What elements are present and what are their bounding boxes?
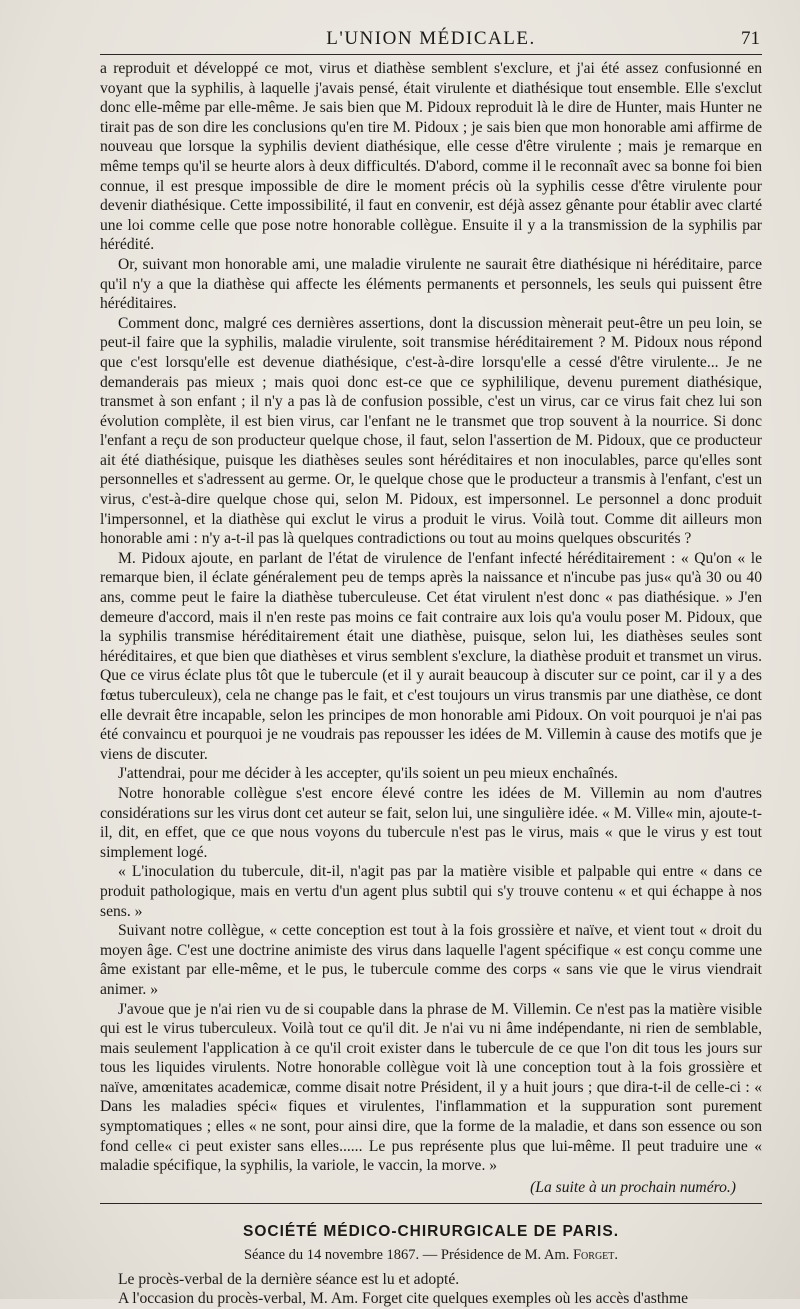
paragraph: A l'occasion du procès-verbal, M. Am. Forget cite quelques exemples où les accès d'asthme <box>118 1290 689 1308</box>
paragraph: Or, suivant mon honorable ami, une maladie virulente ne saurait être diathésique ni héréditaire, parce qu'il n'y a que la diathèse qui affecte les éléments permanents et personnels, les seuls qui puissent être héréditaires. <box>100 255 762 313</box>
paragraph: J'attendrai, pour me décider à les accepter, qu'ils soient un peu mieux enchaînés. <box>118 765 618 783</box>
session-president: Forget <box>572 1247 615 1264</box>
paragraph: Notre honorable collègue s'est encore élevé contre les idées de M. Villemin au nom d'autres considérations sur les virus dont cet auteur se fait, selon lui, une singulière idée. « M. Ville« min, ajoute-t-il, dit, en effet, que ce que nous voyons du tubercule n'est pas le virus, mais « que le virus y est tout simplement logé. <box>100 784 762 861</box>
paragraph: J'avoue que je n'ai rien vu de si coupable dans la phrase de M. Villemin. Ce n'est pas la matière visible qui est le virus tuberculeux. Voilà tout ce qu'il dit. Je n'ai vu ni âme indépendante, ni rien de semblable, mais seulement l'application à ce qu'il croit exister dans le tubercule de ce que l'on dit tous les jours sur tous les liquides virulents. Notre honorable collègue voit là une conception tout à la fois grossière et naïve, amœnitates academicæ, comme disait notre Président, il y a huit jours ; que dira-t-il de celle-ci : « Dans les maladies spéci« fiques et virulentes, l'inflammation et la suppuration sont purement symptomatiques ; elles « ne sont, pour ainsi dire, que la forme de la maladie, et dans son essence ou son fond celle« ci peut exister sans elles...... Le pus représente plus que lui-même. Il peut traduire une « maladie spécifique, la syphilis, la variole, le vaccin, la morve. » <box>100 1000 762 1175</box>
running-head: L'UNION MÉDICALE. <box>326 28 536 49</box>
article-body <box>100 59 762 1309</box>
paragraph: Le procès-verbal de la dernière séance est lu et adopté. <box>118 1270 460 1288</box>
paragraph: « L'inoculation du tubercule, dit-il, n'agit pas par la matière visible et palpable qui entre « dans ce produit pathologique, mais en vertu d'un agent plus subtil qui s'y trouve contenu « et qui échappe à nos sens. » <box>100 863 762 920</box>
page-number: 71 <box>741 28 760 49</box>
session-suffix: . <box>614 1247 619 1264</box>
session-prefix: Séance du 14 novembre 1867. — Présidence de M. Am. <box>243 1247 570 1264</box>
paragraph: Suivant notre collègue, « cette conception est tout à la fois grossière et naïve, et vient tout « droit du moyen âge. C'est une doctrine animiste des virus dans laquelle l'agent spécifique « est conçu comme une âme existant par elle-même, et le pus, le tubercule comme des corps « sans vie que le virus viendrait animer. » <box>100 922 762 998</box>
paragraph: Comment donc, malgré ces dernières assertions, dont la discussion mènerait peut-être un peu loin, se peut-il faire que la syphilis, maladie virulente, soit transmise héréditairement ? M. Pidoux nous répond que c'est lorsqu'elle est devenue diathésique, c'est-à-dire lorsqu'elle a cessé d'être virulente... Je ne demanderais pas mieux ; mais quoi donc est-ce que ce syphililique, devenu purement diathésique, transmet à son enfant ; il n'y a pas là de confusion possible, c'est un virus, car ce virus fait chez lui son évolution complète, il est bien virus, car l'enfant ne le transmet que trop souvent à la nourrice. Si donc l'enfant a reçu de son producteur quelque chose, il faut, selon l'assertion de M. Pidoux, que ce producteur ait été diathésique, puisque les diathèses seules sont héréditaires et non inoculables, parce qu'elles sont personnelles et s'adressent au germe. Or, le quelque chose que le producteur a transmis à l'enfant, c'est un virus, c'est-à-dire quelque chose qui, selon M. Pidoux, est impersonnel. Le personnel a donc produit l'impersonnel, et la diathèse qui exclut le virus a produit le virus. Voilà tout. Comme dit ailleurs mon honorable ami : n'y a-t-il pas là quelques contradictions ou tout au moins quelques obscurités ? <box>100 314 762 548</box>
session-line <box>100 1246 762 1266</box>
paragraph: a reproduit et développé ce mot, virus et diathèse semblent s'exclure, et j'ai été assez confusionné en voyant que la syphilis, à laquelle j'avais pensé, était virulente et diathésique tout ensemble. Elle s'exclut donc elle-même par elle-même. Je sais bien que M. Pidoux reproduit là le dire de Hunter, mais Hunter ne tirait pas de son dire les conclusions qu'en tire M. Pidoux ; je sais bien que mon honorable ami affirme de nouveau que lorsque la syphilis devient diathésique, elle cesse d'être virulente ; mais je remarque en même temps qu'il se heurte alors à deux difficultés. D'abord, comme il le reconnaît avec sa bonne foi bien connue, il est presque impossible de dire le moment précis où la syphilis cesse d'être virulente pour devenir diathésique. Cette impossibilité, il faut en convenir, est déjà assez gênante pour établir avec clarté une loi comme celle que pose notre honorable collègue. Ensuite il y a la transmission de la syphilis par hérédité. <box>100 60 762 254</box>
continuation-note: (La suite à un prochain numéro.) <box>530 1178 736 1196</box>
section-divider <box>100 1203 762 1204</box>
page-header <box>100 18 762 55</box>
paragraph: M. Pidoux ajoute, en parlant de l'état de virulence de l'enfant infecté héréditairement : « Qu'on « le remarque bien, il éclate généralement peu de temps après la naissance et n'incube pas jus« qu'à 30 ou 40 ans, comme peut le faire la diathèse tuberculeuse. Cet état virulent n'est donc « pas diathésique. » J'en demeure d'accord, mais il n'en reste pas moins ce fait contraire aux lois qu'a voulu poser M. Pidoux, que la syphilis transmise héréditairement était une diathèse, puisque, selon lui, les diathèses seules sont héréditaires, et que bien que diathèses et virus semblent s'exclure, la diathèse produit et transmet un virus. Que ce virus éclate plus tôt que le tubercule (et il y aurait beaucoup à discuter sur ce point, car il y a des fœtus tuberculeux), cela ne change pas le fait, et c'est toujours un virus transmis par une diathèse, ce dont elle devrait être incapable, selon les principes de mon honorable ami Pidoux. On voit pourquoi je n'ai pas été convaincu et pourquoi je ne voudrais pas repousser les idées de M. Villemin à cause des motifs que je viens de discuter. <box>100 549 762 763</box>
society-title: SOCIÉTÉ MÉDICO-CHIRURGICALE DE PARIS. <box>242 1223 619 1241</box>
